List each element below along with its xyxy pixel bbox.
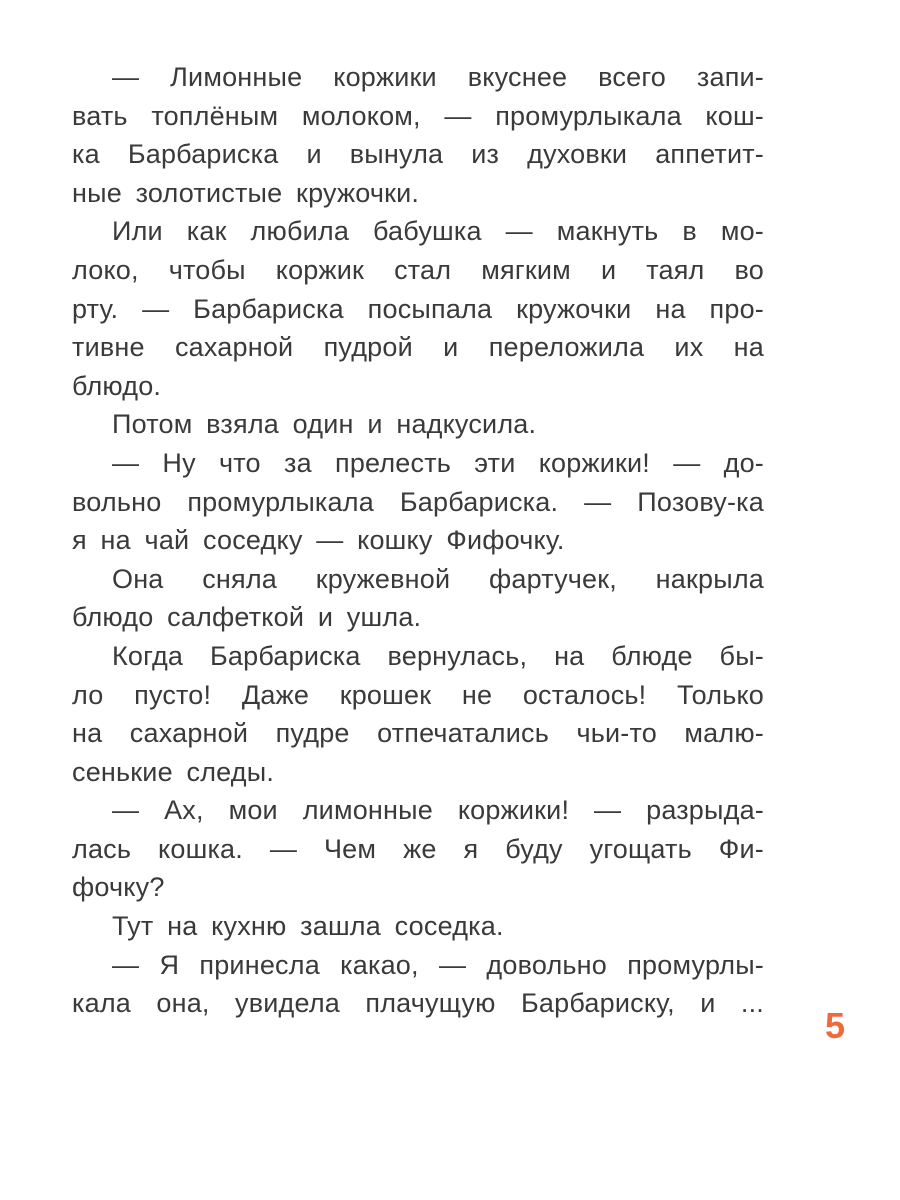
- page-number: 5: [825, 1005, 846, 1046]
- text-line: блюдо.: [72, 370, 162, 401]
- text-line: Когда Барбариска вернулась, на блюде бы-: [112, 640, 764, 671]
- text-line: локо, чтобы коржик стал мягким и таял во: [72, 254, 764, 285]
- text-line: вольно промурлыкала Барбариска. — Позову-ка: [72, 486, 764, 517]
- text-line: кала она, увидела плачущую Барбариску, и ...: [72, 988, 764, 1019]
- text-line: Потом взяла один и надкусила.: [112, 409, 537, 440]
- text-line: блюдо салфеткой и ушла.: [72, 602, 422, 633]
- text-line: ло пусто! Даже крошек не осталось! Только: [72, 679, 764, 710]
- text-line: лась кошка. — Чем же я буду угощать Фи-: [72, 833, 764, 864]
- text-line: я на чай соседку — кошку Фифочку.: [72, 525, 565, 556]
- text-line: ка Барбариска и вынула из духовки аппетит-: [72, 139, 764, 170]
- text-line: рту. — Барбариска посыпала кружочки на про-: [72, 293, 764, 324]
- text-line: — Ну что за прелесть эти коржики! — до-: [112, 447, 764, 478]
- text-line: фочку?: [72, 872, 165, 903]
- text-line: — Ах, мои лимонные коржики! — разрыда-: [112, 795, 764, 826]
- text-line: — Я принесла какао, — довольно промурлы-: [112, 949, 764, 980]
- text-line: сенькие следы.: [72, 756, 275, 787]
- text-line: тивне сахарной пудрой и переложила их на: [72, 332, 764, 363]
- text-line: Или как любила бабушка — макнуть в мо-: [112, 216, 764, 247]
- text-line: вать топлёным молоком, — промурлыкала кош-: [72, 100, 764, 131]
- text-line: Она сняла кружевной фартучек, накрыла: [112, 563, 764, 594]
- text-line: — Лимонные коржики вкуснее всего запи-: [112, 62, 764, 92]
- story-text: [72, 58, 764, 1023]
- text-line: ные золотистые кружочки.: [72, 177, 420, 208]
- text-line: на сахарной пудре отпечатались чьи-то малю-: [72, 718, 764, 749]
- text-line: Тут на кухню зашла соседка.: [112, 911, 504, 942]
